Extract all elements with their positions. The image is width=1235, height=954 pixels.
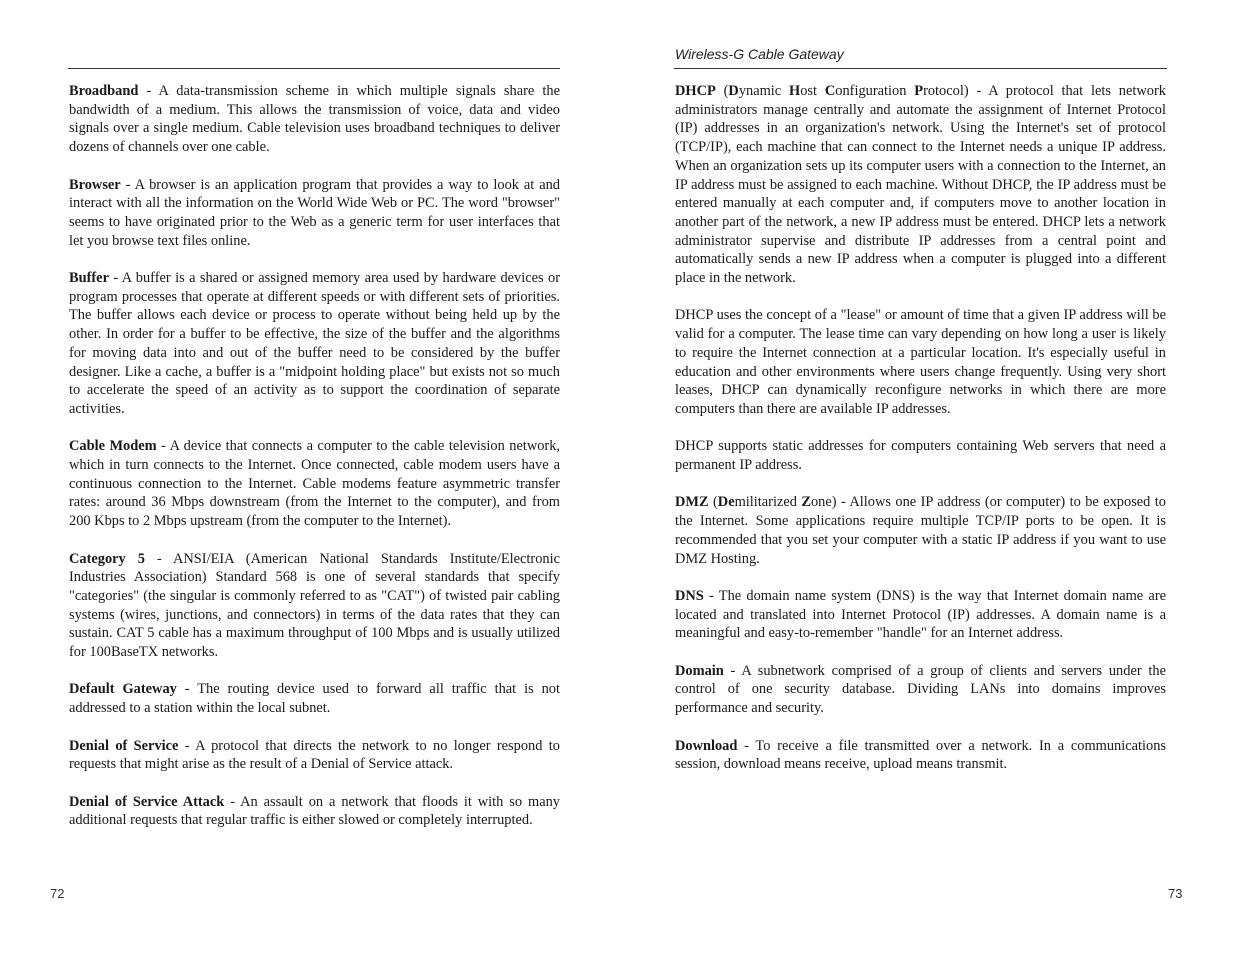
glossary-paragraph <box>675 306 1166 418</box>
glossary-term: Denial of Service <box>69 737 179 754</box>
glossary-term: DMZ <box>675 494 709 511</box>
glossary-term: Broadband <box>69 83 139 99</box>
glossary-entry-cable-modem <box>69 437 560 531</box>
glossary-definition: - The domain name system (DNS) is the way that Internet domain name are located and translated into Internet Protocol (IP) addresses. A domain name is a meaningful and easy-to-remember "handle" for an Internet address. <box>675 587 1166 642</box>
glossary-entry-domain <box>675 662 1166 718</box>
glossary-entry-default-gateway <box>69 680 560 717</box>
page-number-left: 72 <box>50 886 65 901</box>
glossary-entry-buffer <box>69 269 560 419</box>
glossary-entry-denial-of-service-attack <box>69 793 560 830</box>
acronym-paren: ( <box>708 494 718 511</box>
glossary-entry-broadband <box>69 82 560 157</box>
glossary-term: DNS <box>675 587 704 604</box>
glossary-entry-dns <box>675 587 1166 643</box>
acronym-letter: D <box>728 83 739 99</box>
paragraph-text: DHCP supports static addresses for computers containing Web servers that need a permanent IP address. <box>675 438 1166 474</box>
glossary-paragraph <box>675 437 1166 474</box>
glossary-term: Download <box>675 737 738 754</box>
header-rule-right <box>674 68 1167 69</box>
acronym-word: one) <box>810 494 837 511</box>
glossary-definition: - The routing device used to forward all traffic that is not addressed to a station within the local subnet. <box>69 681 560 717</box>
glossary-term: Cable Modem <box>69 438 157 455</box>
page-number-right: 73 <box>1168 886 1183 901</box>
glossary-entry-download <box>675 737 1166 774</box>
glossary-definition: - A data-transmission scheme in which multiple signals share the bandwidth of a medium. This allows the transmission of voice, data and video signals over a single medium. Cable television uses broadband techniques to deliver dozens of channels over one cable. <box>69 83 560 156</box>
glossary-definition: - An assault on a network that floods it with so many additional requests that regular traffic is either slowed or completely interrupted. <box>69 793 560 829</box>
acronym-letter: De <box>717 494 735 511</box>
glossary-definition: - To receive a file transmitted over a network. In a communications session, download means receive, upload means transmit. <box>675 737 1166 773</box>
acronym-word: m <box>734 494 746 511</box>
glossary-term: Category 5 <box>69 550 145 567</box>
glossary-definition: - A device that connects a computer to the cable television network, which in turn connects to the Internet. Once connected, cable modem users have a continuous connection to the Internet. Cable modems feature asymmetric transfer rates: around 36 Mbps downstream (from the Internet to the computer), and from 200 Kbps to 2 Mbps upstream (from the computer to the Internet). <box>69 438 561 530</box>
glossary-term: Buffer <box>69 270 109 286</box>
acronym-word: ilitarized <box>745 494 802 511</box>
glossary-entry-dmz <box>675 493 1166 568</box>
right-page <box>617 0 1235 954</box>
glossary-term: Denial of Service Attack <box>69 793 225 810</box>
acronym-paren: ( <box>715 83 729 99</box>
glossary-term: DHCP <box>675 83 716 99</box>
glossary-definition: - A browser is an application program that provides a way to look at and interact with all the information on the World Wide Web or PC. The word "browser" seems to have originated prior to the Web as a generic term for user interfaces that let you browse text files online. <box>69 176 560 249</box>
glossary-definition: - Allows one IP address (or computer) to be exposed to the Internet. Some applications require multiple TCP/IP ports to be open. It is recommended that you set your computer with a static IP address if you want to use DMZ Hosting. <box>675 494 1166 567</box>
glossary-term: Domain <box>675 662 724 679</box>
left-column <box>69 82 560 849</box>
glossary-entry-browser <box>69 176 560 251</box>
acronym-letter: H <box>789 83 801 99</box>
right-column <box>675 82 1166 793</box>
glossary-definition: - A buffer is a shared or assigned memory area used by hardware devices or program processes that operate at different speeds or with different sets of priorities. The buffer allows each device or process to operate without being held up by the other. In order for a buffer to be effective, the size of the buffer and the algorithms for moving data into and out of the buffer need to be considered by the buffer designer. Like a cache, a buffer is a "midpoint holding place" but exists not so much to accelerate the speed of an activity as to support the coordination of separate activities. <box>69 270 560 417</box>
acronym-word: ost <box>800 83 825 99</box>
glossary-term: Default Gateway <box>69 681 177 698</box>
acronym-letter: P <box>914 83 924 99</box>
acronym-word: rotocol) <box>923 83 969 99</box>
glossary-entry-denial-of-service <box>69 737 560 774</box>
glossary-entry-category-5 <box>69 550 560 662</box>
glossary-entry-dhcp <box>675 82 1166 288</box>
glossary-term: Browser <box>69 176 121 193</box>
glossary-definition: - A subnetwork comprised of a group of clients and servers under the control of one security database. Dividing LANs into domains improves performance and security. <box>675 662 1166 717</box>
acronym-word: onfiguration <box>835 83 915 99</box>
glossary-definition: - ANSI/EIA (American National Standards Institute/Electronic Industries Association) Standard 568 is one of several standards that specify "categories" (the singular is commonly referred to as "CAT") of twisted pair cabling systems (wires, junctions, and connectors) in terms of the data rates that they can sustain. CAT 5 cable has a maximum throughput of 100 Mbps and is usually utilized for 100BaseTX networks. <box>69 550 560 661</box>
running-head: Wireless-G Cable Gateway <box>675 46 844 62</box>
acronym-word: ynamic <box>738 83 790 99</box>
acronym-letter: C <box>824 83 836 99</box>
header-rule-left <box>68 68 560 69</box>
left-page <box>0 0 617 954</box>
paragraph-text: DHCP uses the concept of a "lease" or amount of time that a given IP address will be valid for a computer. The lease time can vary depending on how long a user is likely to require the Internet connection at a particular location. It's especially useful in education and other environments where users change frequently. Using very short leases, DHCP can dynamically reconfigure networks in which there are more computers than there are available IP addresses. <box>675 307 1166 417</box>
acronym-letter: Z <box>801 494 811 511</box>
glossary-definition: - A protocol that lets network administrators manage centrally and automate the assignment of Internet Protocol (IP) addresses in an organization's network. Using the Internet's set of protocol (TCP/IP), each machine that can connect to the Internet needs a unique IP address. When an organization sets up its computer users with a connection to the Internet, an IP address must be assigned to each machine. Without DHCP, the IP address must be entered manually at each computer and, if computers move to another location in another part of the network, a new IP address must be entered. DHCP lets a network administrator supervise and distribute IP addresses from a central point and automatically sends a new IP address when a computer is plugged into a different place in the network. <box>675 83 1166 287</box>
glossary-definition: - A protocol that directs the network to no longer respond to requests that might arise as the result of a Denial of Service attack. <box>69 737 560 773</box>
